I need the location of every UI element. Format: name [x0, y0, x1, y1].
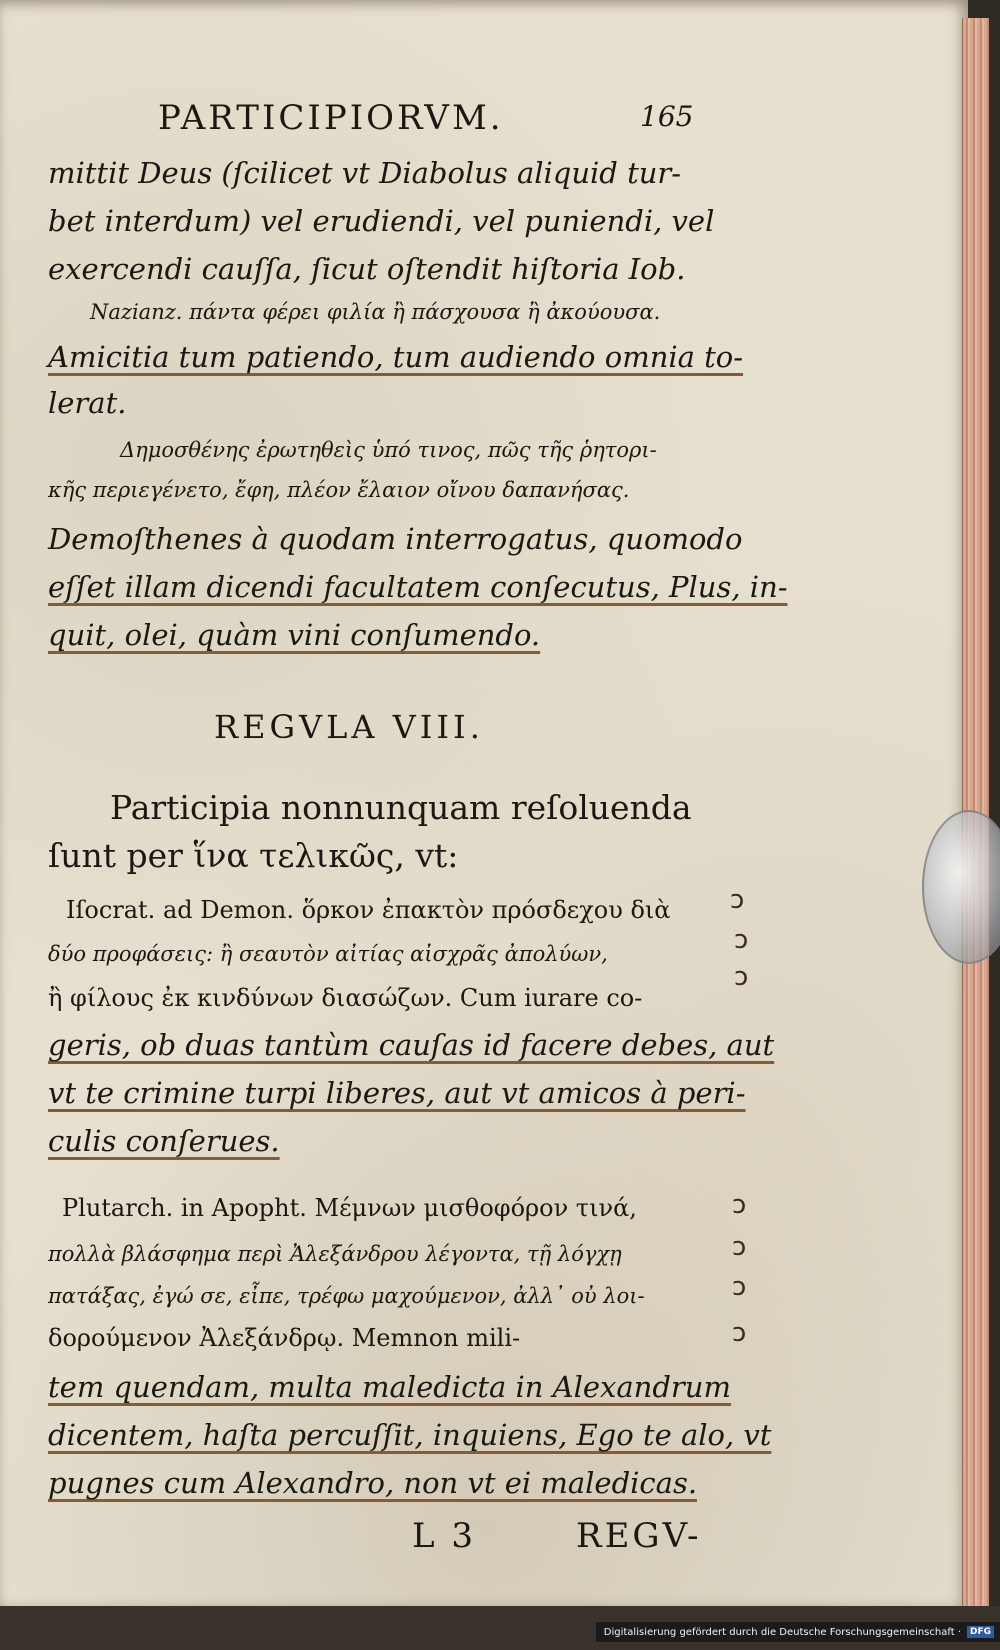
text-line: δορούμενον Ἀλεξάνδρῳ. Memnon mili-: [48, 1324, 521, 1352]
credit-text: Digitalisierung gefördert durch die Deutsche Forschungsgemeinschaft ·: [603, 1626, 961, 1638]
text-line: eſſet illam dicendi facultatem conſecutus, Plus, in-: [48, 570, 788, 604]
text-line: Amicitia tum patiendo, tum audiendo omnia to-: [48, 340, 744, 374]
text-line: dicentem, haſta percuſſit, inquiens, Ego te alo, vt: [48, 1418, 772, 1452]
running-title: PARTICIPIORVM.: [158, 98, 504, 138]
text-line: Demoſthenes à quodam interrogatus, quomodo: [48, 522, 743, 556]
text-line: Iſocrat. ad Demon. ὅρκον ἐπακτὸν πρόσδεχου διὰ: [66, 896, 671, 924]
margin-mark: ↄ: [732, 1232, 747, 1262]
margin-mark: ↄ: [732, 1190, 747, 1220]
text-line: pugnes cum Alexandro, non vt ei maledicas.: [48, 1466, 698, 1500]
text-line: ſunt per ἵνα τελικῶς, vt:: [48, 836, 459, 875]
text-line: tem quendam, multa maledicta in Alexandrum: [48, 1370, 731, 1404]
margin-mark: ↄ: [734, 962, 749, 992]
margin-mark: ↄ: [734, 925, 749, 955]
text-line: bet interdum) vel erudiendi, vel puniendi, vel: [48, 204, 715, 238]
text-line: Nazianz. πάντα φέρει φιλία ἢ πάσχουσα ἢ ἀκούουσα.: [90, 300, 661, 324]
text-line: Participia nonnunquam reſoluenda: [110, 788, 692, 827]
text-line: culis conſerues.: [48, 1124, 280, 1158]
margin-mark: ↄ: [732, 1318, 747, 1348]
text-line: quit, olei, quàm vini conſumendo.: [48, 618, 541, 652]
rule-heading: REGVLA VIII.: [214, 708, 484, 746]
text-line: exercendi cauſſa, ſicut oſtendit hiſtoria Iob.: [48, 252, 686, 286]
text-line: πατάξας, ἐγώ σε, εἶπε, τρέφω μαχούμενον, ἀλλ᾽ οὐ λοι-: [48, 1284, 645, 1308]
text-line: ἢ φίλους ἐκ κινδύνων διασώζων. Cum iurare co-: [48, 984, 643, 1012]
text-line: Δημοσθένης ἐρωτηθεὶς ὑπό τινος, πῶς τῆς ῥητορι-: [120, 438, 657, 462]
text-line: κῆς περιεγένετο, ἔφη, πλέον ἔλαιον οἴνου δαπανήσας.: [48, 478, 630, 502]
dfg-logo: DFG: [967, 1626, 994, 1638]
catchword: REGV-: [576, 1516, 702, 1556]
text-line: πολλὰ βλάσφημα περὶ Ἀλεξάνδρου λέγοντα, τῇ λόγχῃ: [48, 1242, 622, 1266]
text-line: vt te crimine turpi liberes, aut vt amicos à peri-: [48, 1076, 746, 1110]
text-line: mittit Deus (ſcilicet vt Diabolus aliquid tur-: [48, 156, 682, 190]
folio-number: 165: [640, 100, 694, 133]
text-line: geris, ob duas tantùm cauſas id facere debes, aut: [48, 1028, 775, 1062]
digitization-credit: [596, 1622, 1000, 1642]
signature-mark: L 3: [412, 1516, 477, 1556]
text-line: lerat.: [48, 386, 127, 420]
margin-mark: ↄ: [730, 885, 745, 915]
margin-mark: ↄ: [732, 1272, 747, 1302]
text-line: Plutarch. in Apopht. Μέμνων μισθοφόρον τινά,: [62, 1194, 637, 1222]
text-line: δύο προφάσεις: ἢ σεαυτὸν αἰτίας αἰσχρᾶς ἀπολύων,: [48, 942, 608, 966]
